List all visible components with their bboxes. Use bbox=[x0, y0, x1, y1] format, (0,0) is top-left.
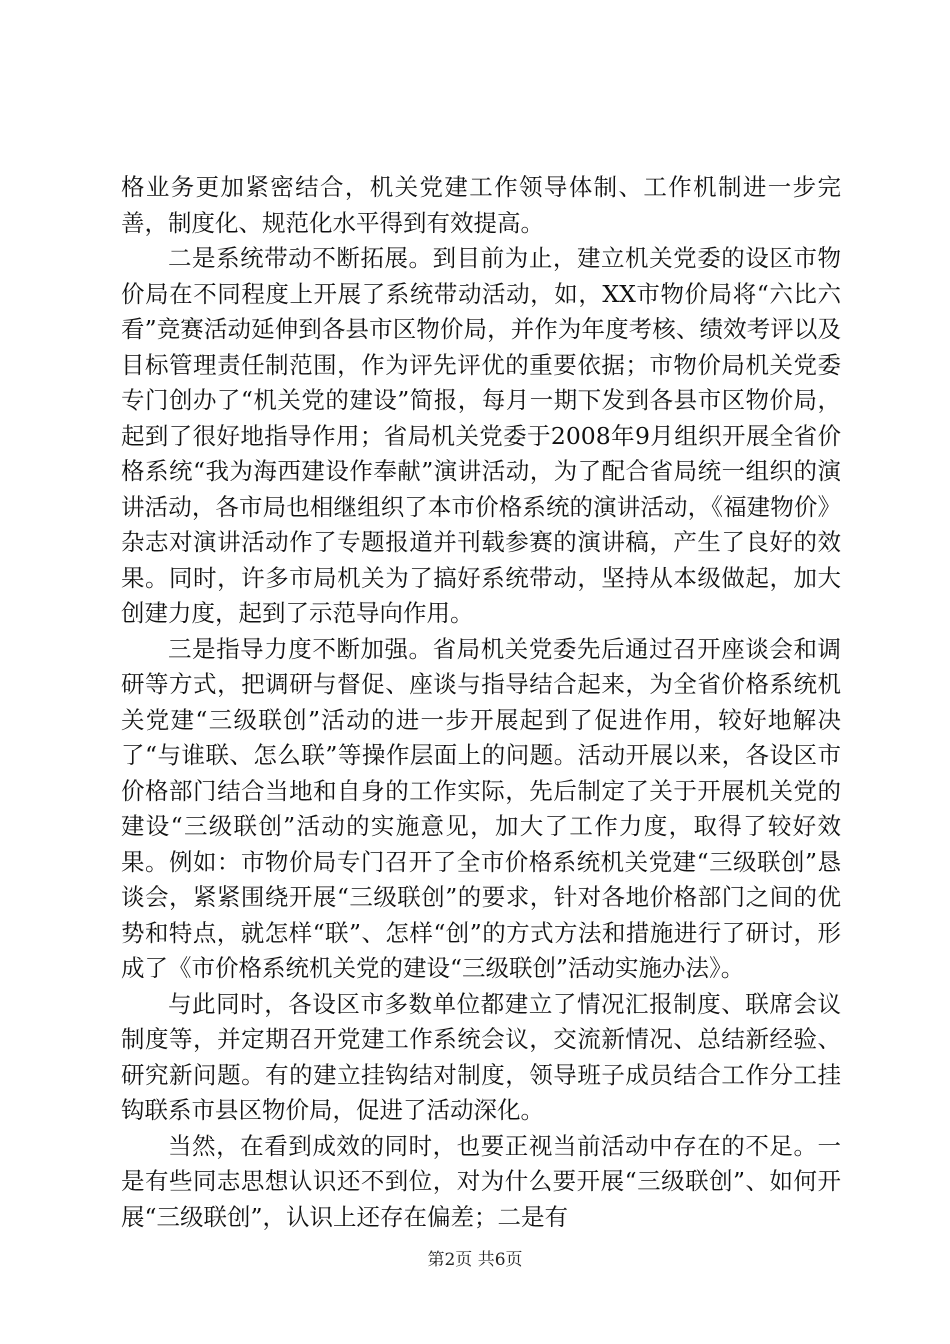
paragraph-3: 三是指导力度不断加强。省局机关党委先后通过召开座谈会和调研等方式，把调研与督促、座谈与指导结合起来，为全省价格系统机关党建“三级联创”活动的进一步开展起到了促进作用，较好地解决了“与谁联、怎么联”等操作层面上的问题。活动开展以来，各设区市价格部门结合当地和自身的工作实际，先后制定了关于开展机关党的建设“三级联创”活动的实施意见，加大了工作力度，取得了较好效果。例如：市物价局专门召开了全市价格系统机关党建“三级联创”恳谈会，紧紧围绕开展“三级联创”的要求，针对各地价格部门之间的优势和特点，就怎样“联”、怎样“创”的方式方法和措施进行了研讨，形成了《市价格系统机关党的建设“三级联创”活动实施办法》。 bbox=[121, 634, 841, 982]
paragraph-4: 与此同时，各设区市多数单位都建立了情况汇报制度、联席会议制度等，并定期召开党建工作系统会议，交流新情况、总结新经验、研究新问题。有的建立挂钩结对制度，领导班子成员结合工作分工挂钩联系市县区物价局，促进了活动深化。 bbox=[121, 989, 841, 1124]
paragraph-2: 二是系统带动不断拓展。到目前为止，建立机关党委的设区市物价局在不同程度上开展了系统带动活动，如，XX市物价局将“六比六看”竞赛活动延伸到各县市区物价局，并作为年度考核、绩效考评以及目标管理责任制范围，作为评先评优的重要依据；市物价局机关党委专门创办了“机关党的建设”简报，每月一期下发到各县市区物价局，起到了很好地指导作用；省局机关党委于2008年9月组织开展全省价格系统“我为海西建设作奉献”演讲活动，为了配合省局统一组织的演讲活动，各市局也相继组织了本市价格系统的演讲活动，《福建物价》杂志对演讲活动作了专题报道并刊载参赛的演讲稿，产生了良好的效果。同时，许多市局机关为了搞好系统带动，坚持从本级做起，加大创建力度，起到了示范导向作用。 bbox=[121, 244, 841, 627]
document-body bbox=[121, 170, 841, 1235]
paragraph-1: 格业务更加紧密结合，机关党建工作领导体制、工作机制进一步完善，制度化、规范化水平得到有效提高。 bbox=[121, 173, 841, 237]
paragraph-5: 当然，在看到成效的同时，也要正视当前活动中存在的不足。一是有些同志思想认识还不到位，对为什么要开展“三级联创”、如何开展“三级联创”，认识上还存在偏差；二是有 bbox=[121, 1131, 841, 1231]
page-number-footer: 第2页 共6页 bbox=[427, 1250, 523, 1270]
